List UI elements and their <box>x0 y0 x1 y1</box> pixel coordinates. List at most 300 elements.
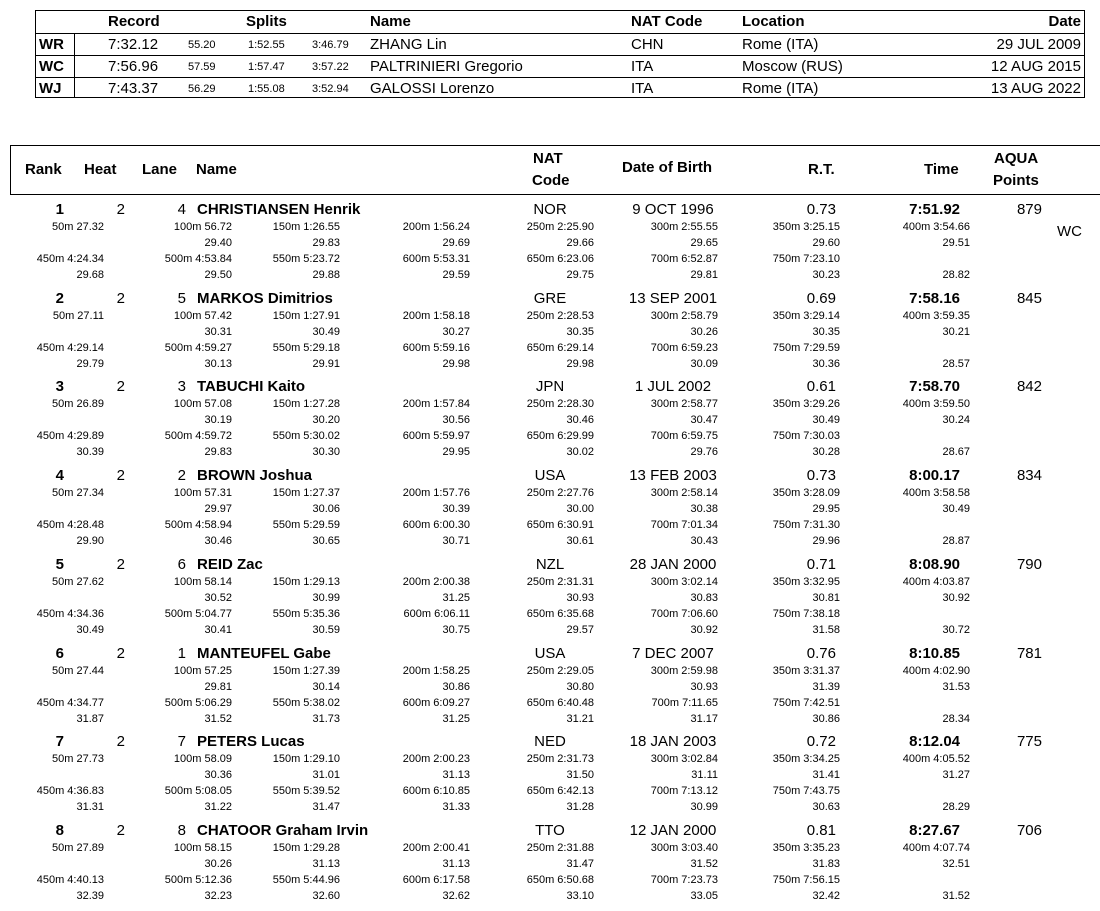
athlete-row <box>0 645 1100 734</box>
lap-time: 30.28 <box>812 446 840 458</box>
lap-time: 30.21 <box>942 326 970 338</box>
lap-time: 30.63 <box>812 801 840 813</box>
split-time: 300m 2:58.77 <box>650 398 718 410</box>
athlete-row <box>0 467 1100 556</box>
athlete-points: 790 <box>1016 556 1042 573</box>
split-time: 350m 3:31.37 <box>772 665 840 677</box>
lap-time: 30.49 <box>76 624 104 636</box>
lap-time: 29.91 <box>312 358 340 370</box>
lap-time: 32.23 <box>204 890 232 902</box>
record-s2: 1:55.08 <box>248 83 285 95</box>
lap-time: 31.52 <box>690 858 718 870</box>
athlete-rt: 0.69 <box>806 290 836 307</box>
lap-time: 30.39 <box>442 503 470 515</box>
athlete-lane: 3 <box>177 378 186 395</box>
athlete-note: WC <box>1057 223 1082 240</box>
lap-time: 30.71 <box>442 535 470 547</box>
athlete-time: 8:00.17 <box>909 467 960 484</box>
lap-time: 31.13 <box>312 858 340 870</box>
athlete-heat: 2 <box>116 290 125 307</box>
split-time: 700m 6:59.75 <box>650 430 718 442</box>
record-date: 12 AUG 2015 <box>990 58 1081 75</box>
split-time: 500m 5:08.05 <box>164 785 232 797</box>
record-name: GALOSSI Lorenzo <box>370 80 495 97</box>
athlete-row <box>0 556 1100 645</box>
lap-time: 30.65 <box>312 535 340 547</box>
athlete-time: 7:58.16 <box>909 290 960 307</box>
lap-time: 30.86 <box>442 681 470 693</box>
athlete-lane: 8 <box>177 822 186 839</box>
lap-time: 29.59 <box>442 269 470 281</box>
lap-time: 31.31 <box>76 801 104 813</box>
split-time: 150m 1:29.13 <box>272 576 340 588</box>
split-time: 150m 1:27.37 <box>272 487 340 499</box>
lap-time: 30.36 <box>204 769 232 781</box>
athlete-points: 781 <box>1016 645 1042 662</box>
col-aqua-1: AQUA <box>994 150 1039 167</box>
lap-time: 30.92 <box>690 624 718 636</box>
athlete-row <box>0 733 1100 822</box>
split-time: 500m 4:53.84 <box>164 253 232 265</box>
split-time: 250m 2:29.05 <box>526 665 594 677</box>
lap-time: 30.26 <box>204 858 232 870</box>
lap-time: 31.11 <box>691 769 718 781</box>
lap-time: 31.52 <box>204 713 232 725</box>
record-location: Rome (ITA) <box>742 80 819 97</box>
athlete-lane: 2 <box>177 467 186 484</box>
athlete-rank: 7 <box>55 733 64 750</box>
lap-time: 33.10 <box>566 890 594 902</box>
split-time: 500m 5:06.29 <box>164 697 232 709</box>
athlete-row <box>0 201 1100 290</box>
record-s3: 3:52.94 <box>312 83 349 95</box>
split-time: 400m 4:03.87 <box>902 576 970 588</box>
athlete-name: CHRISTIANSEN Henrik <box>197 201 361 218</box>
athlete-nat: NED <box>534 733 566 750</box>
lap-time: 29.95 <box>812 503 840 515</box>
col-rt: R.T. <box>808 161 835 178</box>
lap-time: 29.83 <box>204 446 232 458</box>
split-time: 300m 2:58.79 <box>650 310 718 322</box>
split-time: 700m 6:52.87 <box>650 253 718 265</box>
split-time: 50m 27.73 <box>52 753 104 765</box>
split-time: 50m 27.32 <box>52 221 104 233</box>
col-dob: Date of Birth <box>622 159 712 176</box>
split-time: 200m 1:58.18 <box>402 310 470 322</box>
athlete-name: PETERS Lucas <box>197 733 305 750</box>
lap-time: 29.98 <box>442 358 470 370</box>
record-row <box>36 55 1084 78</box>
athlete-dob: 7 DEC 2007 <box>632 645 714 662</box>
split-time: 550m 5:35.36 <box>272 608 340 620</box>
athlete-nat: GRE <box>533 290 567 307</box>
athlete-heat: 2 <box>116 556 125 573</box>
lap-time: 29.97 <box>204 503 232 515</box>
split-time: 200m 2:00.38 <box>402 576 470 588</box>
split-time: 450m 4:40.13 <box>36 874 104 886</box>
lap-time: 29.60 <box>812 237 840 249</box>
split-time: 100m 57.25 <box>173 665 232 677</box>
lap-time: 31.28 <box>566 801 594 813</box>
split-time: 150m 1:27.91 <box>272 310 340 322</box>
split-time: 750m 7:56.15 <box>772 874 840 886</box>
split-time: 100m 57.42 <box>173 310 232 322</box>
lap-time: 31.17 <box>690 713 718 725</box>
record-nat: ITA <box>631 58 654 75</box>
athlete-name: CHATOOR Graham Irvin <box>197 822 369 839</box>
split-time: 300m 2:55.55 <box>650 221 718 233</box>
split-time: 700m 7:01.34 <box>650 519 718 531</box>
split-time: 450m 4:24.34 <box>36 253 104 265</box>
lap-time: 33.05 <box>690 890 718 902</box>
record-code: WC <box>39 58 64 75</box>
split-time: 450m 4:29.89 <box>36 430 104 442</box>
split-time: 100m 57.08 <box>173 398 232 410</box>
athlete-rank: 3 <box>55 378 64 395</box>
split-time: 700m 7:06.60 <box>650 608 718 620</box>
split-time: 650m 6:40.48 <box>526 697 594 709</box>
athlete-row <box>0 290 1100 379</box>
split-time: 250m 2:28.53 <box>526 310 594 322</box>
lap-time: 31.58 <box>812 624 840 636</box>
record-s2: 1:57.47 <box>248 61 285 73</box>
split-time: 300m 2:58.14 <box>650 487 718 499</box>
athlete-name: REID Zac <box>197 556 263 573</box>
split-time: 600m 6:09.27 <box>402 697 470 709</box>
athlete-rt: 0.81 <box>806 822 836 839</box>
split-time: 200m 1:57.84 <box>402 398 470 410</box>
athlete-dob: 28 JAN 2000 <box>629 556 717 573</box>
split-time: 100m 56.72 <box>173 221 232 233</box>
lap-time: 30.46 <box>566 414 594 426</box>
athlete-name: MANTEUFEL Gabe <box>197 645 331 662</box>
athlete-nat: NZL <box>535 556 565 573</box>
results-header <box>10 145 1100 195</box>
split-time: 750m 7:42.51 <box>772 697 840 709</box>
record-date: 29 JUL 2009 <box>996 36 1081 53</box>
record-row <box>36 33 1084 56</box>
lap-time: 31.25 <box>442 592 470 604</box>
lap-time: 30.39 <box>76 446 104 458</box>
split-time: 350m 3:25.15 <box>772 221 840 233</box>
split-time: 350m 3:34.25 <box>772 753 840 765</box>
record-name: PALTRINIERI Gregorio <box>370 58 523 75</box>
split-time: 750m 7:29.59 <box>772 342 840 354</box>
split-time: 100m 58.14 <box>173 576 232 588</box>
lap-time: 30.49 <box>312 326 340 338</box>
split-time: 250m 2:28.30 <box>526 398 594 410</box>
lap-time: 29.75 <box>566 269 594 281</box>
lap-time: 31.13 <box>442 858 470 870</box>
lap-time: 30.83 <box>690 592 718 604</box>
split-time: 400m 3:59.50 <box>902 398 970 410</box>
lap-time: 30.14 <box>312 681 340 693</box>
lap-time: 29.65 <box>690 237 718 249</box>
athlete-lane: 1 <box>177 645 186 662</box>
lap-time: 29.40 <box>204 237 232 249</box>
athlete-heat: 2 <box>116 822 125 839</box>
lap-time: 30.23 <box>812 269 840 281</box>
athlete-rt: 0.61 <box>806 378 836 395</box>
lap-time: 30.49 <box>812 414 840 426</box>
athlete-nat: USA <box>534 645 566 662</box>
split-time: 550m 5:29.59 <box>272 519 340 531</box>
athlete-name: MARKOS Dimitrios <box>197 290 333 307</box>
lap-time: 31.73 <box>312 713 340 725</box>
split-time: 650m 6:29.99 <box>526 430 594 442</box>
athlete-dob: 12 JAN 2000 <box>629 822 717 839</box>
split-time: 600m 5:59.16 <box>402 342 470 354</box>
split-time: 350m 3:35.23 <box>772 842 840 854</box>
athlete-points: 842 <box>1016 378 1042 395</box>
lap-time: 30.99 <box>690 801 718 813</box>
lap-time: 29.79 <box>76 358 104 370</box>
lap-time: 32.42 <box>812 890 840 902</box>
athlete-points: 845 <box>1016 290 1042 307</box>
split-time: 750m 7:23.10 <box>772 253 840 265</box>
lap-time: 31.27 <box>942 769 970 781</box>
split-time: 450m 4:34.36 <box>36 608 104 620</box>
lap-time: 31.53 <box>942 681 970 693</box>
lap-time: 31.47 <box>312 801 340 813</box>
lap-time: 30.35 <box>566 326 594 338</box>
lap-time: 30.72 <box>942 624 970 636</box>
athlete-row <box>0 822 1100 911</box>
lap-time: 30.13 <box>204 358 232 370</box>
lap-time: 29.88 <box>312 269 340 281</box>
split-time: 600m 6:10.85 <box>402 785 470 797</box>
split-time: 500m 4:58.94 <box>164 519 232 531</box>
lap-time: 30.31 <box>204 326 232 338</box>
record-s1: 56.29 <box>188 83 216 95</box>
athlete-lane: 5 <box>177 290 186 307</box>
split-time: 350m 3:28.09 <box>772 487 840 499</box>
athlete-rt: 0.71 <box>806 556 836 573</box>
split-time: 50m 27.34 <box>52 487 104 499</box>
lap-time: 28.67 <box>942 446 970 458</box>
records-table <box>35 10 1085 98</box>
lap-time: 30.41 <box>204 624 232 636</box>
records-header-location: Location <box>742 13 805 30</box>
lap-time: 28.57 <box>942 358 970 370</box>
split-time: 350m 3:32.95 <box>772 576 840 588</box>
athlete-rt: 0.76 <box>806 645 836 662</box>
athlete-points: 775 <box>1016 733 1042 750</box>
lap-time: 30.56 <box>442 414 470 426</box>
split-time: 200m 1:56.24 <box>402 221 470 233</box>
split-time: 100m 58.15 <box>173 842 232 854</box>
record-s1: 57.59 <box>188 61 216 73</box>
athlete-rt: 0.73 <box>806 467 836 484</box>
athlete-dob: 9 OCT 1996 <box>632 201 714 218</box>
lap-time: 28.34 <box>942 713 970 725</box>
col-name: Name <box>196 161 237 178</box>
split-time: 150m 1:29.10 <box>272 753 340 765</box>
lap-time: 29.51 <box>942 237 970 249</box>
lap-time: 30.92 <box>942 592 970 604</box>
split-time: 600m 5:59.97 <box>402 430 470 442</box>
split-time: 300m 3:02.14 <box>650 576 718 588</box>
athlete-rank: 4 <box>55 467 64 484</box>
lap-time: 30.27 <box>442 326 470 338</box>
split-time: 200m 2:00.41 <box>402 842 470 854</box>
lap-time: 30.81 <box>812 592 840 604</box>
split-time: 50m 27.62 <box>52 576 104 588</box>
lap-time: 29.57 <box>566 624 594 636</box>
split-time: 550m 5:38.02 <box>272 697 340 709</box>
athlete-rt: 0.72 <box>806 733 836 750</box>
split-time: 550m 5:29.18 <box>272 342 340 354</box>
split-time: 150m 1:27.28 <box>272 398 340 410</box>
record-location: Rome (ITA) <box>742 36 819 53</box>
records-header-nat: NAT Code <box>631 13 703 30</box>
athlete-nat: JPN <box>535 378 565 395</box>
record-nat: ITA <box>631 80 654 97</box>
lap-time: 29.81 <box>204 681 232 693</box>
lap-time: 31.01 <box>312 769 340 781</box>
lap-time: 29.76 <box>690 446 718 458</box>
lap-time: 29.83 <box>312 237 340 249</box>
lap-time: 30.99 <box>312 592 340 604</box>
lap-time: 30.38 <box>690 503 718 515</box>
split-time: 650m 6:23.06 <box>526 253 594 265</box>
lap-time: 30.35 <box>812 326 840 338</box>
records-header-splits: Splits <box>246 13 287 30</box>
athlete-points: 706 <box>1016 822 1042 839</box>
lap-time: 30.80 <box>566 681 594 693</box>
record-code: WR <box>39 36 64 53</box>
athlete-dob: 13 SEP 2001 <box>628 290 718 307</box>
split-time: 650m 6:30.91 <box>526 519 594 531</box>
split-time: 250m 2:25.90 <box>526 221 594 233</box>
record-row <box>36 77 1084 100</box>
split-time: 450m 4:34.77 <box>36 697 104 709</box>
split-time: 650m 6:42.13 <box>526 785 594 797</box>
lap-time: 31.25 <box>442 713 470 725</box>
lap-time: 28.87 <box>942 535 970 547</box>
split-time: 400m 4:05.52 <box>902 753 970 765</box>
record-s2: 1:52.55 <box>248 39 285 51</box>
athlete-lane: 4 <box>177 201 186 218</box>
lap-time: 32.51 <box>942 858 970 870</box>
split-time: 250m 2:31.88 <box>526 842 594 854</box>
record-date: 13 AUG 2022 <box>990 80 1081 97</box>
split-time: 550m 5:23.72 <box>272 253 340 265</box>
athlete-rt: 0.73 <box>806 201 836 218</box>
record-s3: 3:46.79 <box>312 39 349 51</box>
col-aqua-2: Points <box>993 172 1039 189</box>
split-time: 400m 4:07.74 <box>902 842 970 854</box>
lap-time: 31.33 <box>442 801 470 813</box>
split-time: 50m 27.44 <box>52 665 104 677</box>
record-time: 7:56.96 <box>108 58 159 75</box>
split-time: 750m 7:38.18 <box>772 608 840 620</box>
split-time: 500m 5:12.36 <box>164 874 232 886</box>
split-time: 700m 6:59.23 <box>650 342 718 354</box>
split-time: 250m 2:31.31 <box>526 576 594 588</box>
split-time: 150m 1:27.39 <box>272 665 340 677</box>
col-lane: Lane <box>142 161 178 178</box>
split-time: 400m 4:02.90 <box>902 665 970 677</box>
split-time: 500m 4:59.72 <box>164 430 232 442</box>
athlete-rank: 2 <box>55 290 64 307</box>
lap-time: 32.60 <box>312 890 340 902</box>
record-time: 7:43.37 <box>108 80 159 97</box>
athlete-time: 7:58.70 <box>909 378 960 395</box>
athlete-points: 834 <box>1016 467 1042 484</box>
lap-time: 30.59 <box>312 624 340 636</box>
lap-time: 30.26 <box>690 326 718 338</box>
col-heat: Heat <box>84 161 117 178</box>
split-time: 700m 7:23.73 <box>650 874 718 886</box>
split-time: 300m 3:02.84 <box>650 753 718 765</box>
lap-time: 29.66 <box>566 237 594 249</box>
lap-time: 30.46 <box>204 535 232 547</box>
lap-time: 30.24 <box>942 414 970 426</box>
split-time: 550m 5:39.52 <box>272 785 340 797</box>
split-time: 300m 2:59.98 <box>650 665 718 677</box>
lap-time: 30.06 <box>312 503 340 515</box>
split-time: 100m 57.31 <box>173 487 232 499</box>
split-time: 250m 2:31.73 <box>526 753 594 765</box>
split-time: 50m 26.89 <box>52 398 104 410</box>
lap-time: 29.81 <box>690 269 718 281</box>
lap-time: 30.30 <box>312 446 340 458</box>
split-time: 650m 6:50.68 <box>526 874 594 886</box>
records-header-date: Date <box>1048 13 1081 30</box>
split-time: 700m 7:11.65 <box>651 697 718 709</box>
split-time: 50m 27.89 <box>52 842 104 854</box>
athlete-heat: 2 <box>116 201 125 218</box>
athlete-lane: 6 <box>177 556 186 573</box>
lap-time: 29.98 <box>566 358 594 370</box>
lap-time: 32.62 <box>442 890 470 902</box>
split-time: 450m 4:28.48 <box>36 519 104 531</box>
split-time: 200m 1:57.76 <box>402 487 470 499</box>
lap-time: 30.20 <box>312 414 340 426</box>
record-time: 7:32.12 <box>108 36 159 53</box>
split-time: 50m 27.11 <box>52 310 104 322</box>
lap-time: 31.87 <box>76 713 104 725</box>
record-nat: CHN <box>631 36 664 53</box>
lap-time: 28.82 <box>942 269 970 281</box>
athlete-heat: 2 <box>116 645 125 662</box>
split-time: 600m 6:17.58 <box>402 874 470 886</box>
split-time: 150m 1:29.28 <box>272 842 340 854</box>
athlete-rank: 1 <box>55 201 64 218</box>
athlete-dob: 18 JAN 2003 <box>629 733 717 750</box>
athlete-points: 879 <box>1016 201 1042 218</box>
split-time: 200m 2:00.23 <box>402 753 470 765</box>
col-nat-1: NAT <box>533 150 563 167</box>
lap-time: 29.95 <box>442 446 470 458</box>
split-time: 500m 4:59.27 <box>164 342 232 354</box>
lap-time: 30.36 <box>812 358 840 370</box>
athlete-row <box>0 378 1100 467</box>
athlete-time: 7:51.92 <box>909 201 960 218</box>
lap-time: 30.19 <box>204 414 232 426</box>
split-time: 250m 2:27.76 <box>526 487 594 499</box>
record-name: ZHANG Lin <box>370 36 447 53</box>
split-time: 750m 7:30.03 <box>772 430 840 442</box>
lap-time: 31.21 <box>566 713 594 725</box>
split-time: 150m 1:26.55 <box>272 221 340 233</box>
lap-time: 31.83 <box>812 858 840 870</box>
lap-time: 31.47 <box>566 858 594 870</box>
athlete-time: 8:08.90 <box>909 556 960 573</box>
split-time: 600m 6:00.30 <box>402 519 470 531</box>
lap-time: 30.00 <box>566 503 594 515</box>
